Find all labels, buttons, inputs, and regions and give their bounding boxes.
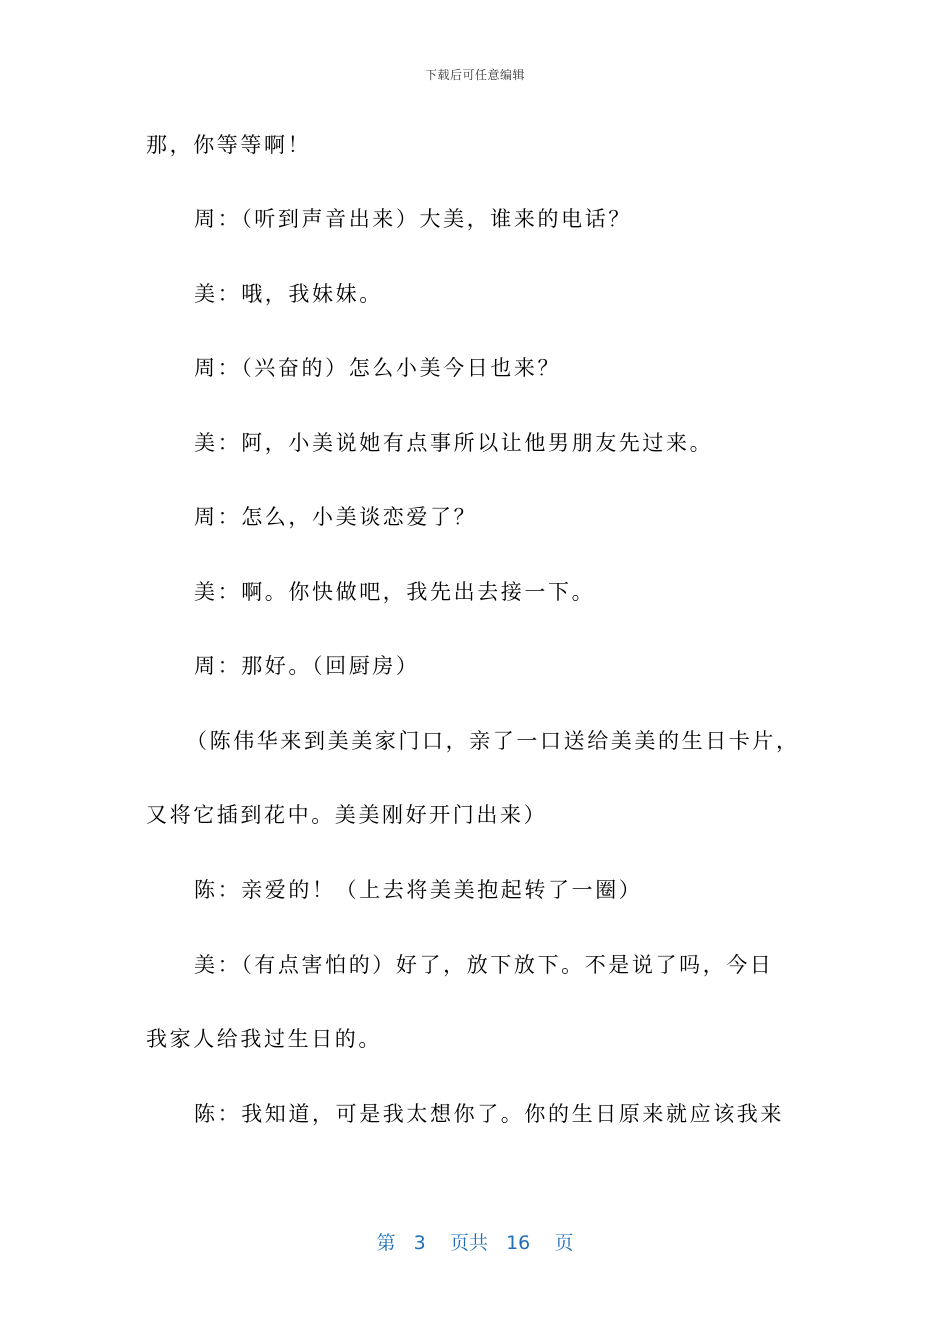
page-header: 下载后可任意编辑 <box>424 68 525 82</box>
paragraph-line: 那，你等等啊！ <box>146 133 312 157</box>
paragraph-line: 美：哦，我妹妹。 <box>194 282 383 306</box>
current-page-number: 3 <box>413 1232 426 1254</box>
paragraph-line: 美：（有点害怕的）好了，放下放下。不是说了吗，今日 <box>194 953 774 977</box>
paragraph-line: 周：那好。（回厨房） <box>194 654 420 678</box>
paragraph-line: 又将它插到花中。美美刚好开门出来） <box>146 803 548 827</box>
paragraph-line: 美：啊。你快做吧，我先出去接一下。 <box>194 580 596 604</box>
paragraph-line: 陈：我知道，可是我太想你了。你的生日原来就应该我来 <box>194 1102 784 1126</box>
page-prefix: 第 <box>376 1232 396 1254</box>
page-suffix: 页 <box>554 1232 574 1254</box>
paragraph-line: 周：怎么，小美谈恋爱了？ <box>194 505 478 529</box>
paragraph-line: 周：（兴奋的）怎么小美今日也来？ <box>194 356 562 380</box>
page-middle: 页共 <box>449 1232 488 1254</box>
paragraph-line: 美：阿，小美说她有点事所以让他男朋友先过来。 <box>194 431 714 455</box>
paragraph-line: 周：（听到声音出来）大美，谁来的电话？ <box>194 207 632 231</box>
paragraph-line: （陈伟华来到美美家门口，亲了一口送给美美的生日卡片， <box>186 729 800 753</box>
total-page-count: 16 <box>506 1232 531 1254</box>
paragraph-line: 陈：亲爱的！（上去将美美抱起转了一圈） <box>194 878 643 902</box>
page-number-footer <box>0 1228 950 1255</box>
paragraph-line: 我家人给我过生日的。 <box>146 1027 382 1051</box>
